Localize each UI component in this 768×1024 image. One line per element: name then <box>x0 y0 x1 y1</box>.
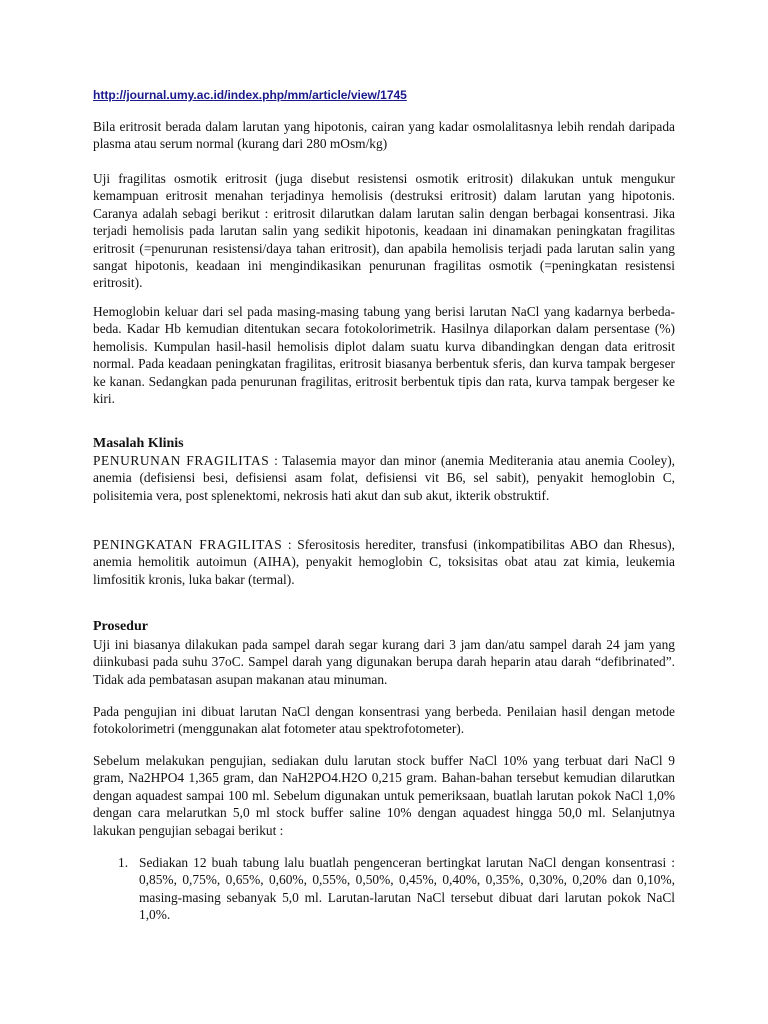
penurunan-label: PENURUNAN FRAGILITAS <box>93 453 270 468</box>
penurunan-body: : Talasemia mayor dan minor (anemia Mediterania atau anemia Cooley), anemia (defisiensi besi, defisiensi asam folat, defisiensi vit B6, sel sabit), penyakit hemoglobin C, polisitemia vera, post splenektomi, nekrosis hati akut dan sub akut, ikterik obstruktif. <box>93 453 675 503</box>
peningkatan-body: : Sferositosis herediter, transfusi (inkompatibilitas ABO dan Rhesus), anemia hemolitik autoimun (AIHA), penyakit hemoglobin C, toksisitas obat atau zat kimia, leukemia limfositik kronis, luka bakar (termal). <box>93 537 675 587</box>
intro-text-3: Hemoglobin keluar dari sel pada masing-masing tabung yang berisi larutan NaCl yang kadarnya berbeda-beda. Kadar Hb kemudian ditentukan secara fotokolorimetrik. Hasilnya dilaporkan dalam persentase (%) hemolisis. Kumpulan hasil-hasil hemolisis diplot dalam suatu kurva dibandingkan dengan data eritrosit normal. Pada keadaan peningkatan fragilitas, eritrosit biasanya berbentuk sferis, dan kurva tampak bergeser ke kanan. Sedangkan pada penurunan fragilitas, eritrosit berbentuk tipis dan rata, kurva tampak bergeser ke kiri. <box>93 304 675 407</box>
source-link[interactable]: http://journal.umy.ac.id/index.php/mm/article/view/1745 <box>93 88 407 102</box>
list-item-text: Sediakan 12 buah tabung lalu buatlah pengenceran bertingkat larutan NaCl dengan konsentrasi : 0,85%, 0,75%, 0,65%, 0,60%, 0,55%, 0,50%, 0,45%, 0,40%, 0,35%, 0,30%, 0,20% dan 0,10%, masing-masing sebanyak 5,0 ml. Larutan-larutan NaCl tersebut dibuat dari larutan pokok NaCl 1,0%. <box>139 855 675 923</box>
peningkatan-text <box>93 536 675 588</box>
peningkatan-paragraph <box>93 536 675 588</box>
list-item-number: 1. <box>118 855 129 870</box>
list-item <box>118 854 675 924</box>
penurunan-paragraph <box>93 452 675 504</box>
intro-text-1: Bila eritrosit berada dalam larutan yang hipotonis, cairan yang kadar osmolalitasnya lebih rendah daripada plasma atau serum normal (kurang dari 280 mOsm/kg) <box>93 119 675 152</box>
prosedur-paragraph-3 <box>93 752 675 839</box>
peningkatan-label: PENINGKATAN FRAGILITAS <box>93 537 283 552</box>
prosedur-text-3: Sebelum melakukan pengujian, sediakan dulu larutan stock buffer NaCl 10% yang terbuat dari NaCl 9 gram, Na2HPO4 1,365 gram, dan NaH2PO4.H2O 0,215 gram. Bahan-bahan tersebut kemudian dilarutkan dengan aquadest sampai 100 ml. Sebelum digunakan untuk pemeriksaan, buatlah larutan pokok NaCl 1,0% dengan cara melarutkan 5,0 ml stock buffer saline 10% dengan aquadest hingga 50,0 ml. Selanjutnya lakukan pengujian sebagai berikut : <box>93 753 675 838</box>
prosedur-paragraph-1 <box>93 636 675 688</box>
penurunan-text <box>93 452 675 504</box>
intro-paragraph-3 <box>93 303 675 407</box>
prosedur-text-1: Uji ini biasanya dilakukan pada sampel darah segar kurang dari 3 jam dan/atu sampel darah 24 jam yang diinkubasi pada suhu 37oC. Sampel darah yang digunakan berupa darah heparin atau darah “defibrinated”. Tidak ada pembatasan asupan makanan atau minuman. <box>93 637 675 687</box>
prosedur-text-2: Pada pengujian ini dibuat larutan NaCl dengan konsentrasi yang berbeda. Penilaian hasil dengan metode fotokolorimetri (menggunakan alat fotometer atau spektrofotometer). <box>93 704 675 737</box>
intro-text-2: Uji fragilitas osmotik eritrosit (juga disebut resistensi osmotik eritrosit) dilakukan untuk mengukur kemampuan eritrosit menahan terjadinya hemolisis (destruksi eritrosit) dalam larutan yang hipotonis. Caranya adalah sebagi berikut : eritrosit dilarutkan dalam larutan salin dengan berbagai konsentrasi. Jika terjadi hemolisis pada larutan salin yang sedikit hipotonis, keadaan ini dinamakan peningkatan fragilitas eritrosit (=penurunan resistensi/daya tahan eritrosit), dan apabila hemolisis terjadi pada larutan salin yang sangat hipotonis, keadaan ini mengindikasikan penurunan fragilitas osmotik (=peningkatan resistensi eritrosit). <box>93 171 675 291</box>
intro-paragraph-1 <box>93 118 675 153</box>
masalah-klinis-heading: Masalah Klinis <box>93 436 184 451</box>
prosedur-paragraph-2 <box>93 703 675 738</box>
prosedur-heading: Prosedur <box>93 619 148 634</box>
intro-paragraph-2 <box>93 170 675 292</box>
